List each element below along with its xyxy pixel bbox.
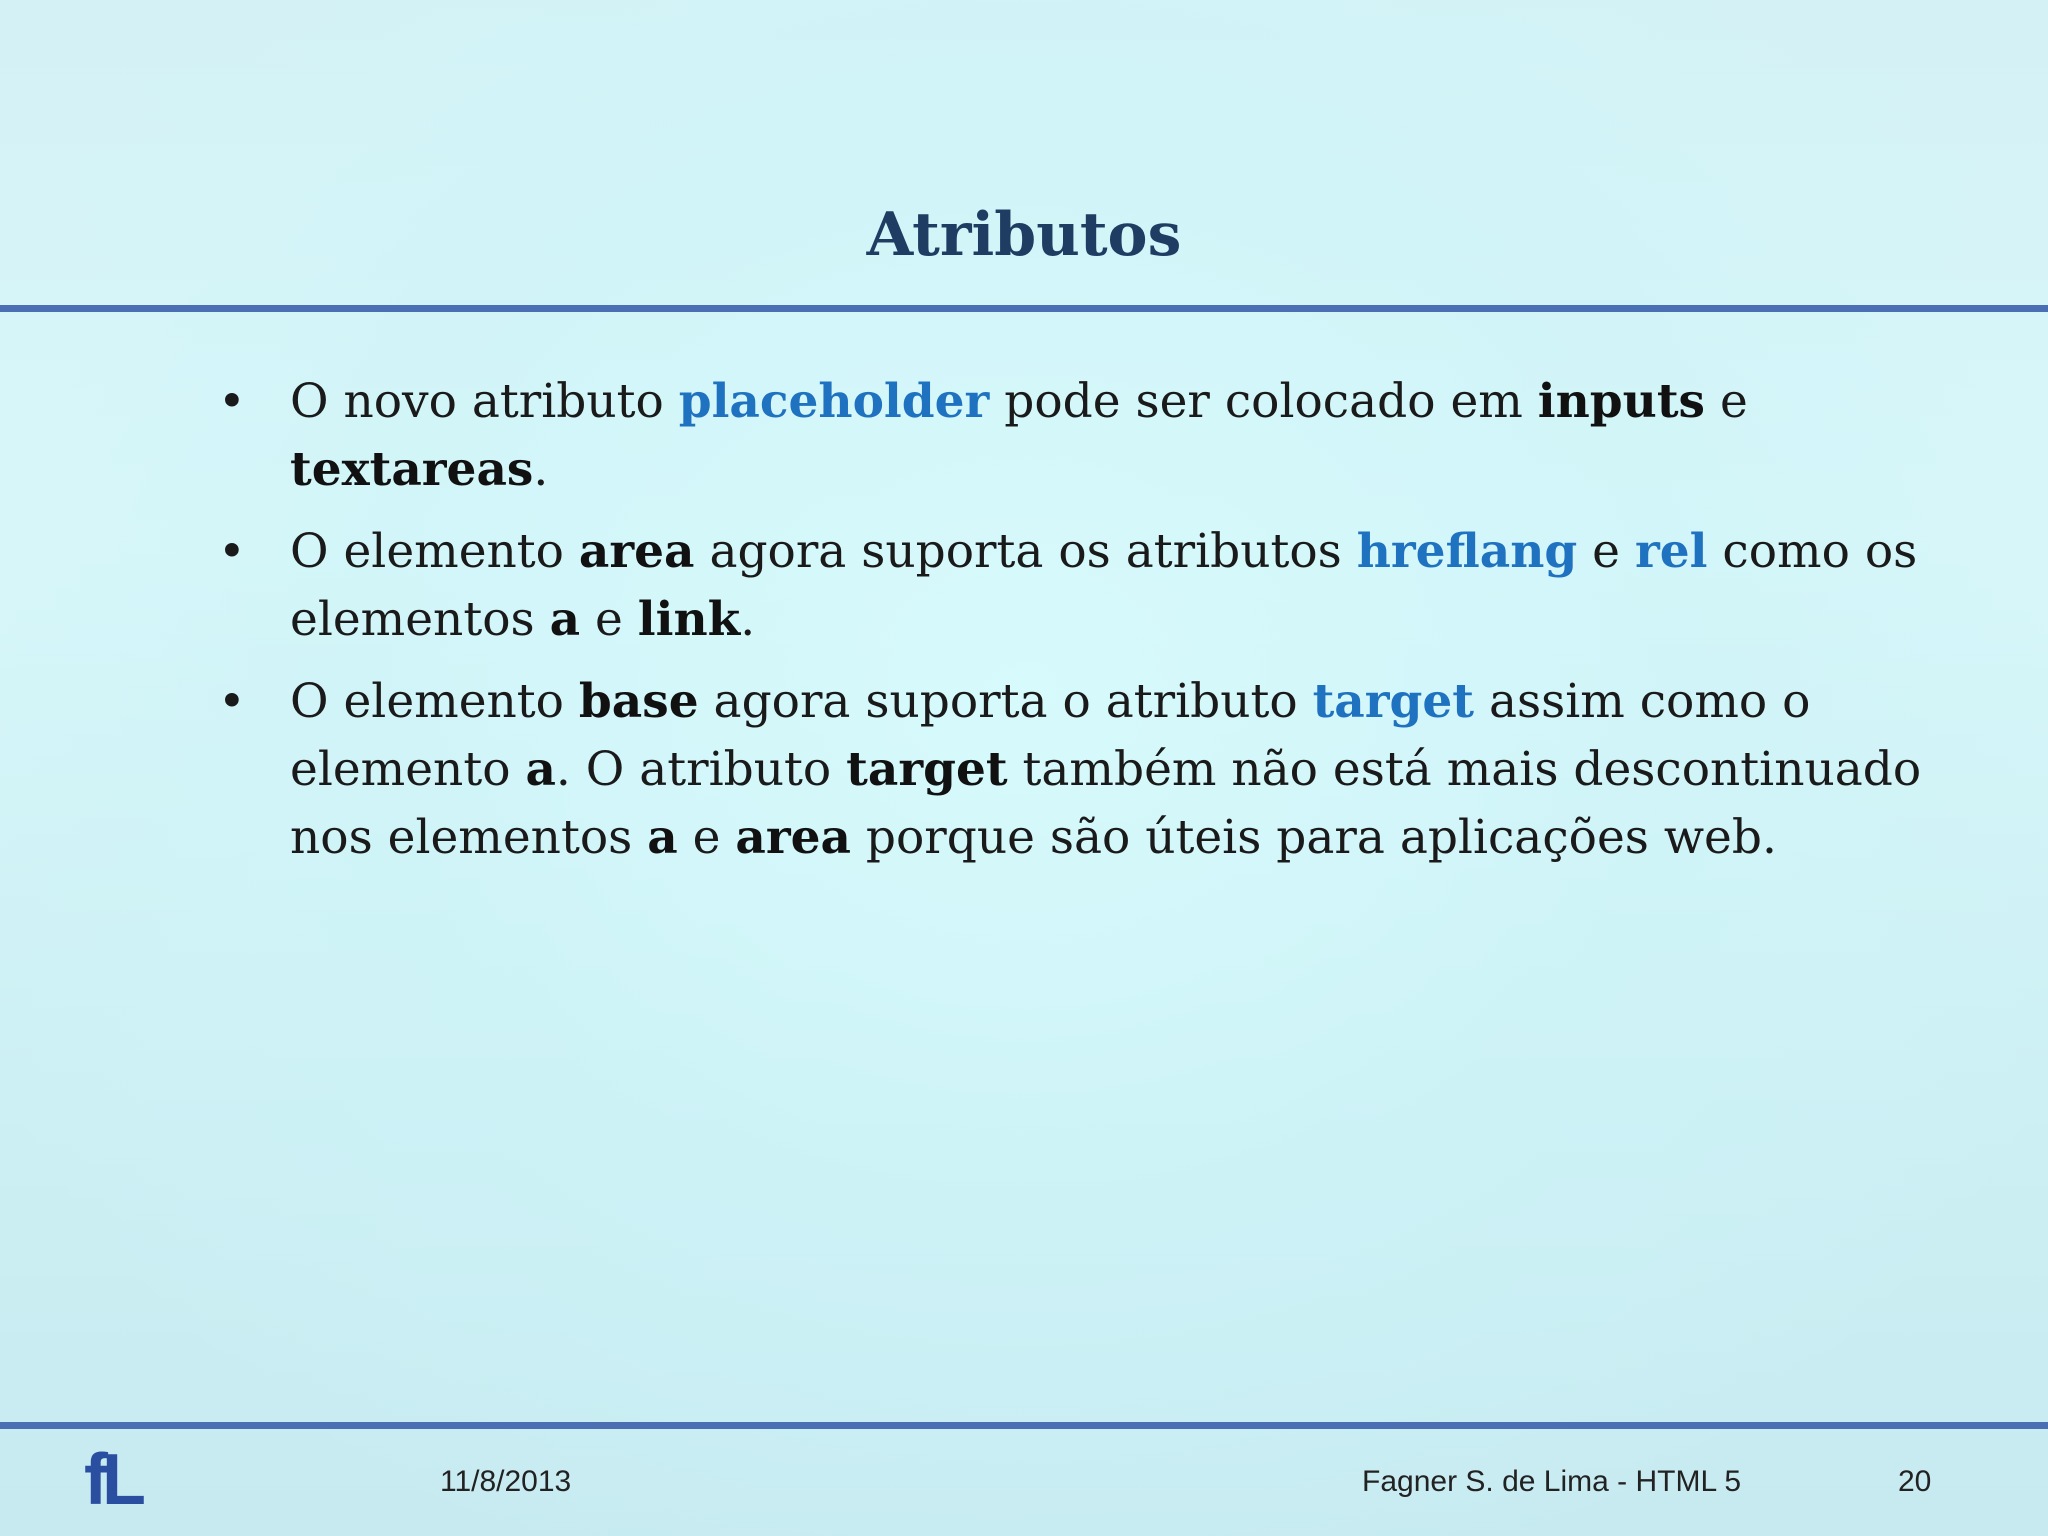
page-number: 20 — [1898, 1465, 1932, 1498]
bullet-item — [218, 368, 1938, 504]
bold-term: textareas — [290, 442, 534, 497]
highlighted-term: hreflang — [1356, 524, 1578, 579]
footer-author: Fagner S. de Lima - HTML 5 — [1362, 1465, 1742, 1498]
bold-term: a — [647, 810, 678, 865]
bold-term: inputs — [1537, 374, 1706, 429]
bold-term: a — [549, 592, 581, 647]
bullet-item — [218, 668, 1938, 872]
bullet-list — [218, 368, 1938, 886]
bullet-text: O novo atributo — [290, 374, 679, 429]
bullet-item — [218, 518, 1938, 654]
bold-term: target — [846, 742, 1008, 797]
logo-text: fL — [84, 1440, 140, 1520]
title-divider — [0, 305, 2048, 312]
highlighted-term: placeholder — [678, 374, 990, 429]
bullet-text: como os elementos — [290, 524, 1918, 647]
bold-term: area — [735, 810, 851, 865]
bullet-text: . — [533, 442, 549, 497]
bullet-text: assim como o elemento — [290, 674, 1811, 797]
bullet-text: e — [1577, 524, 1635, 579]
bullet-mark: • — [218, 524, 246, 579]
bullet-text: agora suporta o atributo — [698, 674, 1313, 729]
footer-date: 11/8/2013 — [440, 1465, 572, 1498]
bullet-text: . — [740, 592, 756, 647]
bullet-text: O elemento — [290, 674, 579, 729]
bold-term: base — [578, 674, 699, 729]
bold-term: area — [578, 524, 695, 579]
bullet-text: também não está mais descontinuado nos elementos — [290, 742, 1922, 865]
bullet-text: e — [677, 810, 736, 865]
bullet-text: e — [580, 592, 638, 647]
bullet-mark: • — [218, 674, 246, 729]
logo — [84, 1432, 156, 1522]
bullet-text: porque são úteis para aplicações web. — [850, 810, 1777, 865]
bold-term: a — [525, 742, 556, 797]
footer-divider — [0, 1422, 2048, 1429]
bullet-text: agora suporta os atributos — [694, 524, 1357, 579]
bold-term: link — [637, 592, 741, 647]
bullet-text: pode ser colocado em — [989, 374, 1538, 429]
bullet-text: e — [1705, 374, 1748, 429]
slide-title: Atributos — [866, 200, 1182, 270]
bullet-text: O elemento — [290, 524, 579, 579]
bullet-mark: • — [218, 374, 246, 429]
bullet-text: . O atributo — [555, 742, 847, 797]
highlighted-term: rel — [1634, 524, 1708, 579]
highlighted-term: target — [1312, 674, 1474, 729]
